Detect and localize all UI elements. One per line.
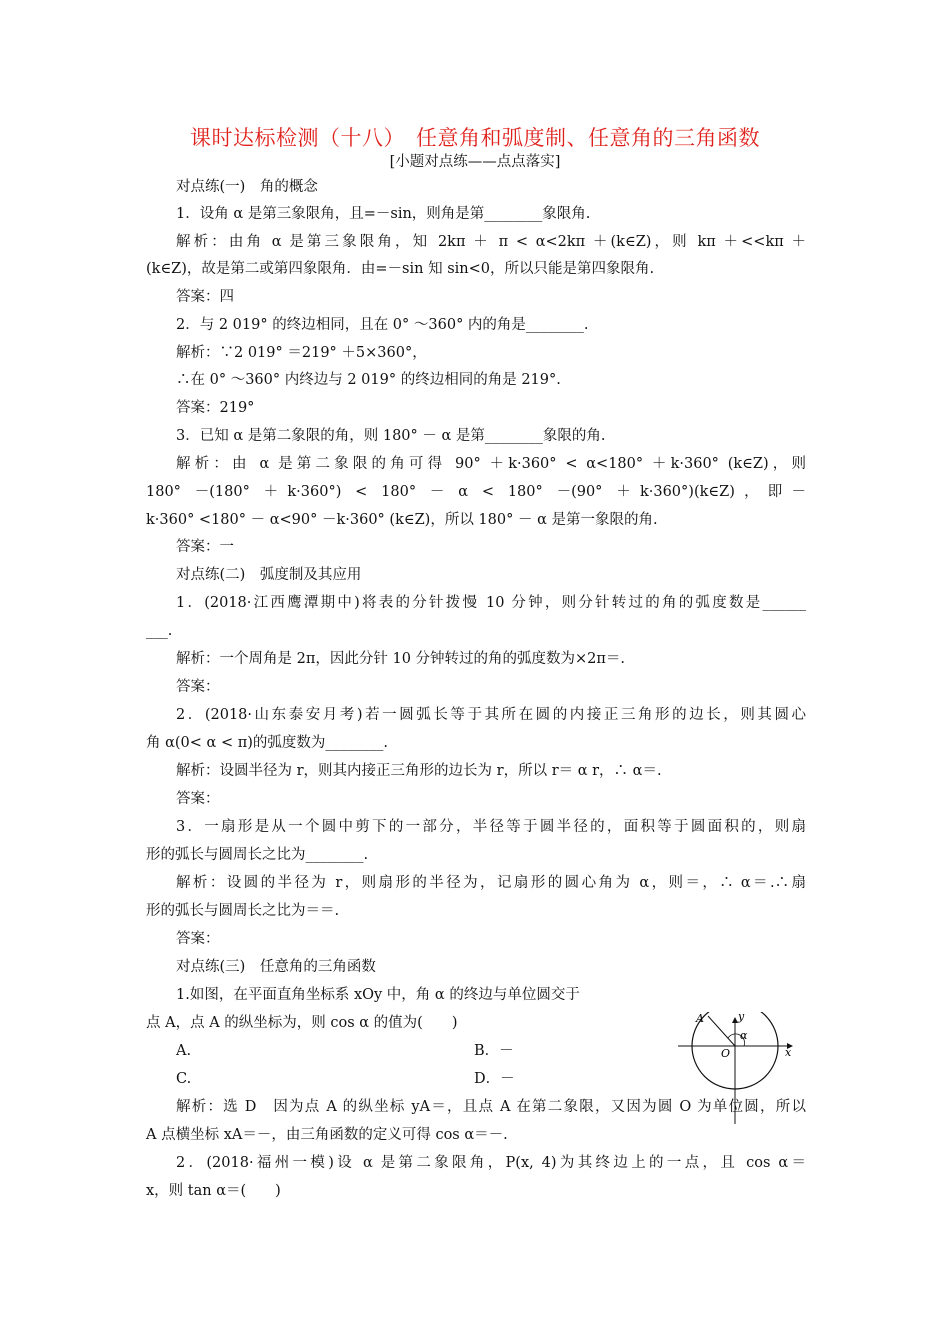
text-line: (k∈Z)，故是第二或第四象限角．由=－sin 知 sin<0，所以只能是第四象限角. [146, 261, 655, 277]
text-line: 答案： [176, 791, 220, 807]
text-line: ∴在 0° ～360° 内终边与 2 019° 的终边相同的角是 219°. [176, 372, 561, 388]
y-label: y [738, 1012, 745, 1023]
text-line: 解析：选 D 因为点 A 的纵坐标 yA＝，且点 A 在第二象限，又因为圆 O 为单位圆，所以 [176, 1099, 806, 1115]
text-line: 2．(2018·山东泰安月考)若一圆弧长等于其所在圆的内接正三角形的边长，则其圆心 [176, 707, 806, 723]
page-subtitle: [小题对点练——点点落实] [389, 154, 561, 170]
option-b: B．－ [474, 1043, 514, 1059]
unit-circle-figure [664, 1012, 799, 1127]
terminal-side [708, 1016, 735, 1046]
text-line: 1．(2018·江西鹰潭期中)将表的分针拨慢 10 分钟，则分针转过的角的弧度数是______ [176, 595, 806, 611]
text-line: 解析：设圆的半径为 r，则扇形的半径为，记扇形的圆心角为 α，则＝，∴ α＝.∴扇 [176, 875, 806, 891]
text-line: 答案：219° [176, 400, 255, 416]
text-line: 答案：一 [176, 539, 234, 555]
text-line: 1.如图，在平面直角坐标系 xOy 中，角 α 的终边与单位圆交于 [176, 987, 580, 1003]
text-line: 解析：由 α 是第二象限的角可得 90° ＋k·360° < α<180° ＋k·360° (k∈Z)，则 [176, 456, 806, 472]
text-line: 对点练(三) 任意角的三角函数 [176, 959, 376, 975]
text-line: 答案：四 [176, 289, 234, 305]
x-label: x [785, 1046, 792, 1059]
text-line: A 点横坐标 xA＝－，由三角函数的定义可得 cos α＝－. [146, 1127, 508, 1143]
text-line: 答案： [176, 931, 220, 947]
text-line: 解析：∵2 019° ＝219° ＋5×360°， [176, 345, 427, 361]
origin-label: O [721, 1047, 731, 1060]
text-line: 对点练(二) 弧度制及其应用 [176, 567, 362, 583]
text-line: 2．(2018·福州一模)设 α 是第二象限角，P(x, 4)为其终边上的一点，且 cos α＝ [176, 1155, 806, 1171]
text-line: 形的弧长与圆周长之比为＝＝. [146, 903, 340, 919]
text-line: 解析：设圆半径为 r，则其内接正三角形的边长为 r，所以 r＝ α r，∴ α＝. [176, 763, 662, 779]
text-line: 2．与 2 019° 的终边相同，且在 0° ～360° 内的角是________. [176, 317, 589, 333]
alpha-label: α [740, 1029, 748, 1042]
text-line: A. [176, 1043, 192, 1059]
text-line: ___. [146, 623, 173, 639]
text-line: 解析：一个周角是 2π，因此分针 10 分钟转过的角的弧度数为×2π＝. [176, 651, 626, 667]
text-line: 180° －(180° ＋k·360°) < 180° － α < 180° －(90° ＋k·360°)(k∈Z)，即－ [146, 484, 806, 500]
point-a-label: A [696, 1012, 704, 1025]
text-line: 形的弧长与圆周长之比为________. [146, 847, 369, 863]
text-line: k·360° <180° － α<90° －k·360° (k∈Z)，所以 180° － α 是第一象限的角. [146, 512, 658, 528]
text-line: 对点练(一) 角的概念 [176, 179, 318, 195]
text-line: C. [176, 1071, 192, 1087]
text-line: x，则 tan α＝( ) [146, 1183, 281, 1199]
text-line: 点 A，点 A 的纵坐标为，则 cos α 的值为( ) [146, 1015, 458, 1031]
text-line: 3．已知 α 是第二象限的角，则 180° － α 是第________象限的角. [176, 428, 606, 444]
page-title: 课时达标检测（十八） 任意角和弧度制、任意角的三角函数 [190, 126, 760, 150]
text-line: 答案： [176, 679, 220, 695]
text-line: 3．一扇形是从一个圆中剪下的一部分，半径等于圆半径的，面积等于圆面积的，则扇 [176, 819, 806, 835]
text-line: 解析：由角 α 是第三象限角，知 2kπ ＋ π < α<2kπ ＋(k∈Z)，则 kπ ＋<<kπ ＋ [176, 234, 806, 250]
text-line: 角 α(0< α < π)的弧度数为________. [146, 735, 388, 751]
text-line: 1．设角 α 是第三象限角，且=－sin，则角是第________象限角. [176, 206, 591, 222]
option-d: D．－ [474, 1071, 515, 1087]
